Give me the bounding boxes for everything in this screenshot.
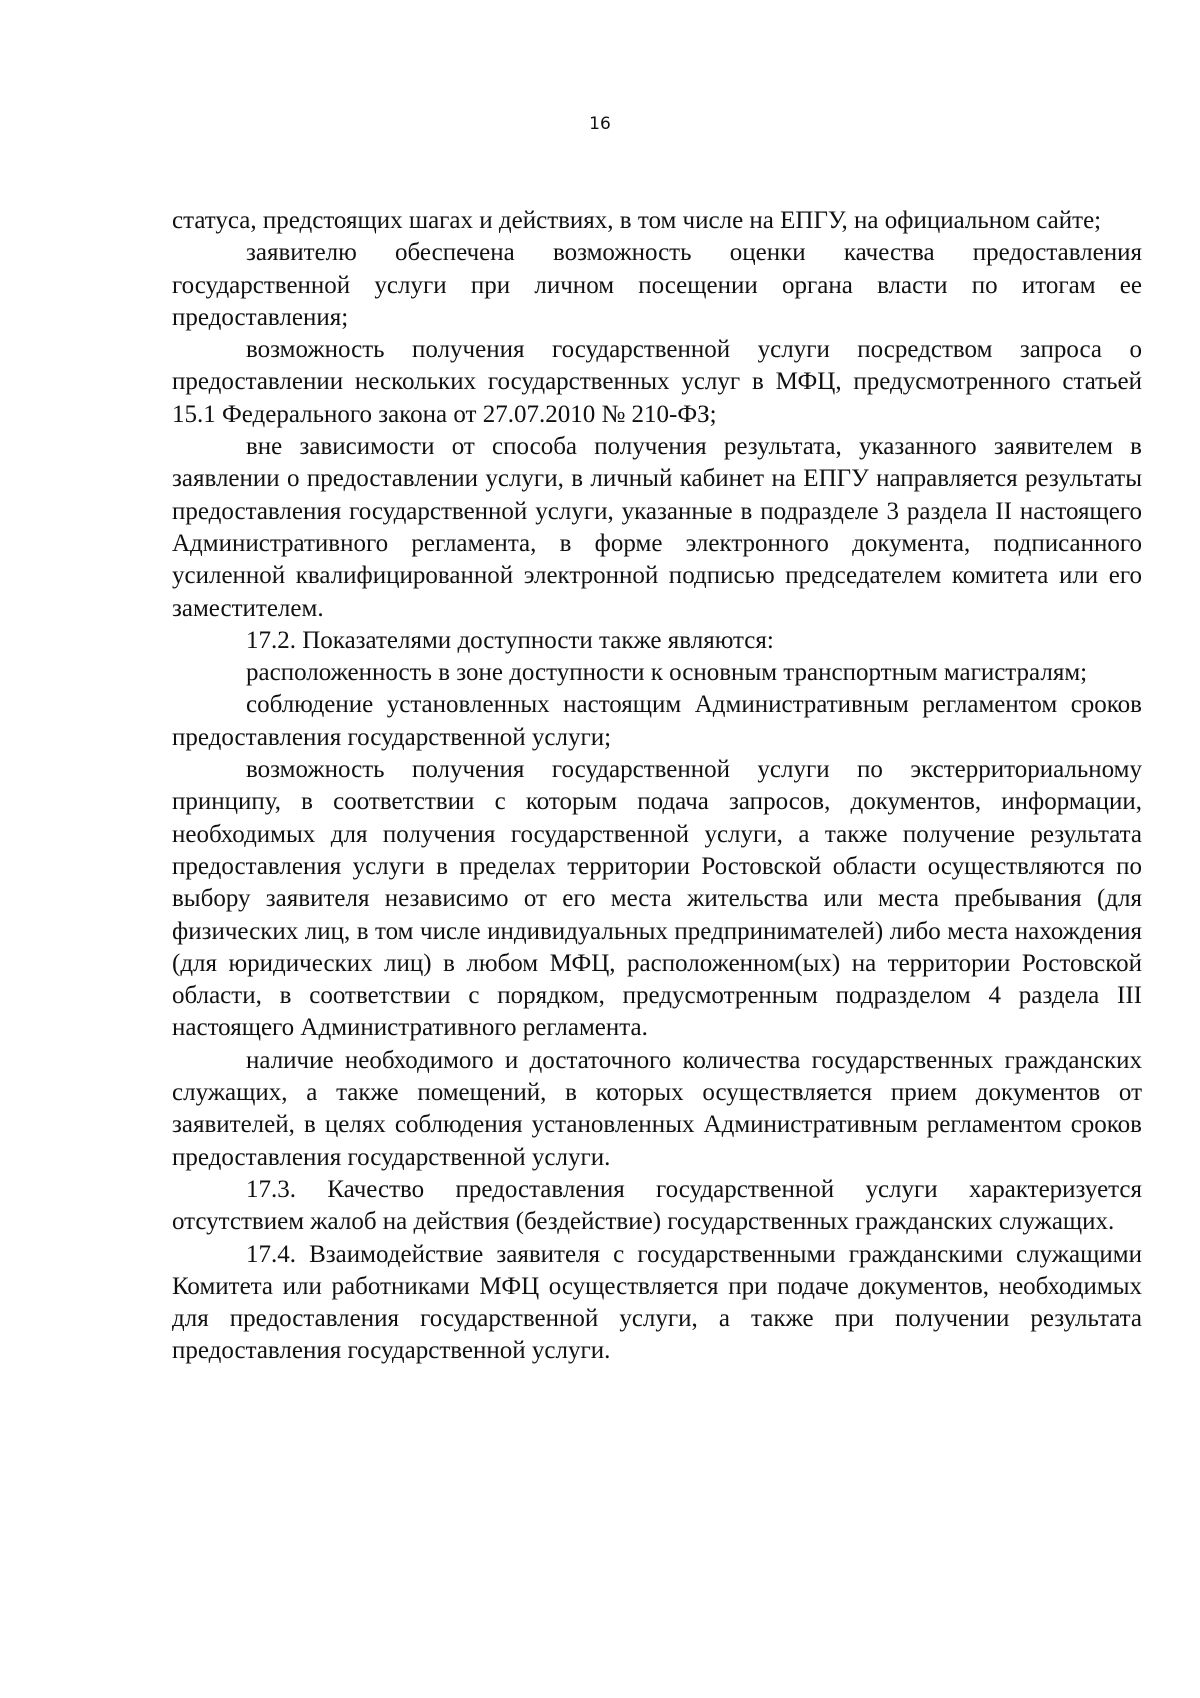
- paragraph-deadlines: соблюдение установленных настоящим Административным регламентом сроков предоставления государственной услуги;: [172, 691, 1142, 751]
- paragraph-quality-assessment: заявителю обеспечена возможность оценки качества предоставления государственной услуги при личном посещении органа власти по итогам ее предоставления;: [172, 239, 1142, 331]
- paragraph-multiple-services-request: возможность получения государственной услуги посредством запроса о предоставлении нескольких государственных услуг в МФЦ, предусмотренного статьей 15.1 Федерального закона от 27.07.2010 № 210-ФЗ;: [172, 336, 1142, 428]
- paragraph-17-3-quality: 17.3. Качество предоставления государственной услуги характеризуется отсутствием жалоб на действия (бездействие) государственных гражданских служащих.: [172, 1175, 1142, 1236]
- paragraph-staff-and-premises: наличие необходимого и достаточного количества государственных гражданских служащих, а также помещений, в которых осуществляется прием документов от заявителей, в целях соблюдения установленных Административным регламентом сроков предоставления государственной услуги.: [172, 1046, 1142, 1171]
- paragraph-17-4-interaction: 17.4. Взаимодействие заявителя с государственными гражданскими служащими Комитета или работниками МФЦ осуществляется при подаче документов, необходимых для предоставления государственной услуги, а также при получении результата предоставления государственной услуги.: [172, 1240, 1142, 1365]
- page-number: 16: [589, 114, 611, 134]
- paragraph-17-2-heading: 17.2. Показателями доступности также являются:: [246, 626, 774, 654]
- paragraph-continuation: статуса, предстоящих шагах и действиях, в том числе на ЕПГУ, на официальном сайте;: [172, 207, 1102, 234]
- paragraph-result-to-cabinet: вне зависимости от способа получения результата, указанного заявителем в заявлении о предоставлении услуги, в личный кабинет на ЕПГУ направляется результаты предоставления государственной услуги, указанные в подразделе 3 раздела II настоящего Административного регламента, в форме электронного документа, подписанного усиленной квалифицированной электронной подписью председателем комитета или его заместителем.: [172, 433, 1142, 622]
- paragraph-transport-access: расположенность в зоне доступности к основным транспортным магистралям;: [246, 659, 1088, 687]
- paragraph-extraterritorial: возможность получения государственной услуги по экстерриториальному принципу, в соответствии с которым подача запросов, документов, информации, необходимых для получения государственной услуги, а также получение результата предоставления услуги в пределах территории Ростовской области осуществляются по выбору заявителя независимо от его места жительства или места пребывания (для физических лиц, в том числе индивидуальных предпринимателей) либо места нахождения (для юридических лиц) в любом МФЦ, расположенном(ых) на территории Ростовской области, в соответствии с порядком, предусмотренным подразделом 4 раздела III настоящего Административного регламента.: [172, 756, 1142, 1042]
- document-body: [172, 205, 1142, 1368]
